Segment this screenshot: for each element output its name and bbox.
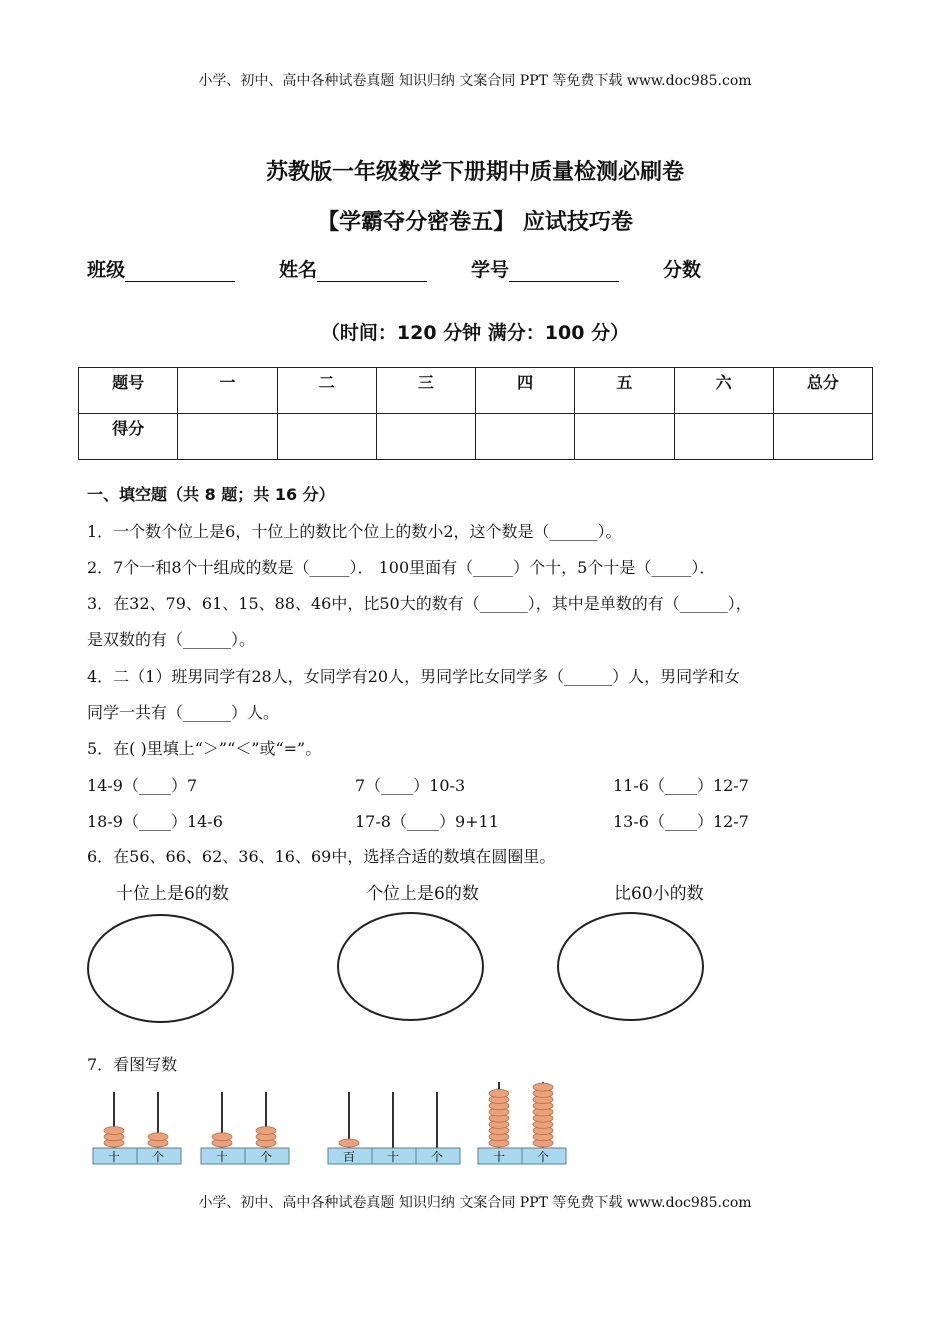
score-cell[interactable] (476, 414, 575, 460)
header-cell: 一 (178, 368, 277, 414)
header-cell: 二 (277, 368, 376, 414)
page-header: 小学、初中、高中各种试卷真题 知识归纳 文案合同 PPT 等免费下载 www.doc985.com (198, 73, 752, 89)
title-main: 苏教版一年级数学下册期中质量检测必刷卷 (265, 160, 684, 185)
compare-item: 7（____）10-3 (355, 776, 466, 795)
place-label: 个 (430, 1150, 444, 1164)
header-cell: 五 (575, 368, 674, 414)
score-cell[interactable] (575, 414, 674, 460)
question-5: 5．在( )里填上“＞”“＜”或“=”。 (87, 739, 322, 758)
question-2: 2．7个一和8个十组成的数是（_____）． 100里面有（_____）个十，5个十是（_____）． (87, 558, 716, 577)
title-sub: 【学霸夺分密卷五】 应试技巧卷 (317, 210, 633, 235)
question-3-cont: 是双数的有（______）。 (87, 630, 256, 649)
student-info (87, 255, 701, 282)
compare-item: 11-6（____）12-7 (613, 776, 749, 795)
abacus-bead (256, 1127, 276, 1135)
abacus (92, 1080, 182, 1170)
place-label: 个 (536, 1150, 550, 1164)
abacus-bead (533, 1083, 553, 1091)
abacus-bead (212, 1133, 232, 1141)
compare-item: 17-8（____）9+11 (355, 812, 499, 831)
score-cell[interactable] (773, 414, 872, 460)
compare-item: 14-9（____）7 (87, 776, 198, 795)
header-cell: 题号 (79, 368, 178, 414)
score-cell[interactable] (178, 414, 277, 460)
place-label: 十 (215, 1150, 229, 1164)
score-label: 分数 (663, 259, 702, 281)
answer-circle[interactable] (337, 912, 484, 1021)
abacus-image (92, 1080, 182, 1166)
abacus (200, 1080, 290, 1170)
answer-circle[interactable] (87, 914, 234, 1023)
header-cell: 四 (476, 368, 575, 414)
score-table (78, 367, 873, 460)
abacus-bead (148, 1133, 168, 1141)
header-cell: 六 (674, 368, 773, 414)
score-cell[interactable] (277, 414, 376, 460)
abacus (477, 1080, 567, 1170)
answer-circle[interactable] (557, 912, 704, 1021)
abacus-image (327, 1080, 461, 1166)
circle-label: 十位上是6的数 (116, 884, 229, 904)
abacus-bead (104, 1127, 124, 1135)
question-1: 1．一个数个位上是6，十位上的数比个位上的数小2，这个数是（______）。 (87, 522, 622, 541)
score-cell[interactable] (376, 414, 475, 460)
place-label: 个 (259, 1150, 273, 1164)
abacus-image (200, 1080, 290, 1166)
question-7: 7．看图写数 (87, 1055, 178, 1074)
abacus-image (477, 1080, 567, 1166)
time-score: （时间：120 分钟 满分：100 分） (320, 322, 630, 344)
page-footer: 小学、初中、高中各种试卷真题 知识归纳 文案合同 PPT 等免费下载 www.doc985.com (198, 1195, 752, 1211)
compare-item: 18-9（____）14-6 (87, 812, 223, 831)
place-label: 百 (342, 1150, 356, 1164)
abacus (327, 1080, 461, 1170)
abacus-bead (489, 1089, 509, 1097)
question-4: 4．二（1）班男同学有28人，女同学有20人，男同学比女同学多（______）人，男同学和女 (87, 667, 741, 686)
header-cell: 总分 (773, 368, 872, 414)
place-label: 十 (107, 1150, 121, 1164)
score-cell: 得分 (79, 414, 178, 460)
question-4-cont: 同学一共有（______）人。 (87, 703, 280, 722)
header-cell: 三 (376, 368, 475, 414)
class-field[interactable]: 班级 (87, 255, 235, 282)
circle-label: 比60小的数 (614, 884, 704, 904)
abacus-bead (339, 1139, 359, 1147)
score-cell[interactable] (674, 414, 773, 460)
place-label: 十 (386, 1150, 400, 1164)
place-label: 个 (151, 1150, 165, 1164)
section-heading: 一、填空题（共 8 题；共 16 分） (87, 485, 335, 504)
circle-label: 个位上是6的数 (366, 884, 479, 904)
name-field[interactable]: 姓名 (279, 255, 427, 282)
compare-item: 13-6（____）12-7 (613, 812, 749, 831)
question-6: 6．在56、66、62、36、16、69中，选择合适的数填在圆圈里。 (87, 847, 556, 866)
place-label: 十 (492, 1150, 506, 1164)
question-3: 3．在32、79、61、15、88、46中，比50大的数有（______），其中是单数的有（______）， (87, 594, 752, 613)
id-field[interactable]: 学号 (471, 255, 619, 282)
